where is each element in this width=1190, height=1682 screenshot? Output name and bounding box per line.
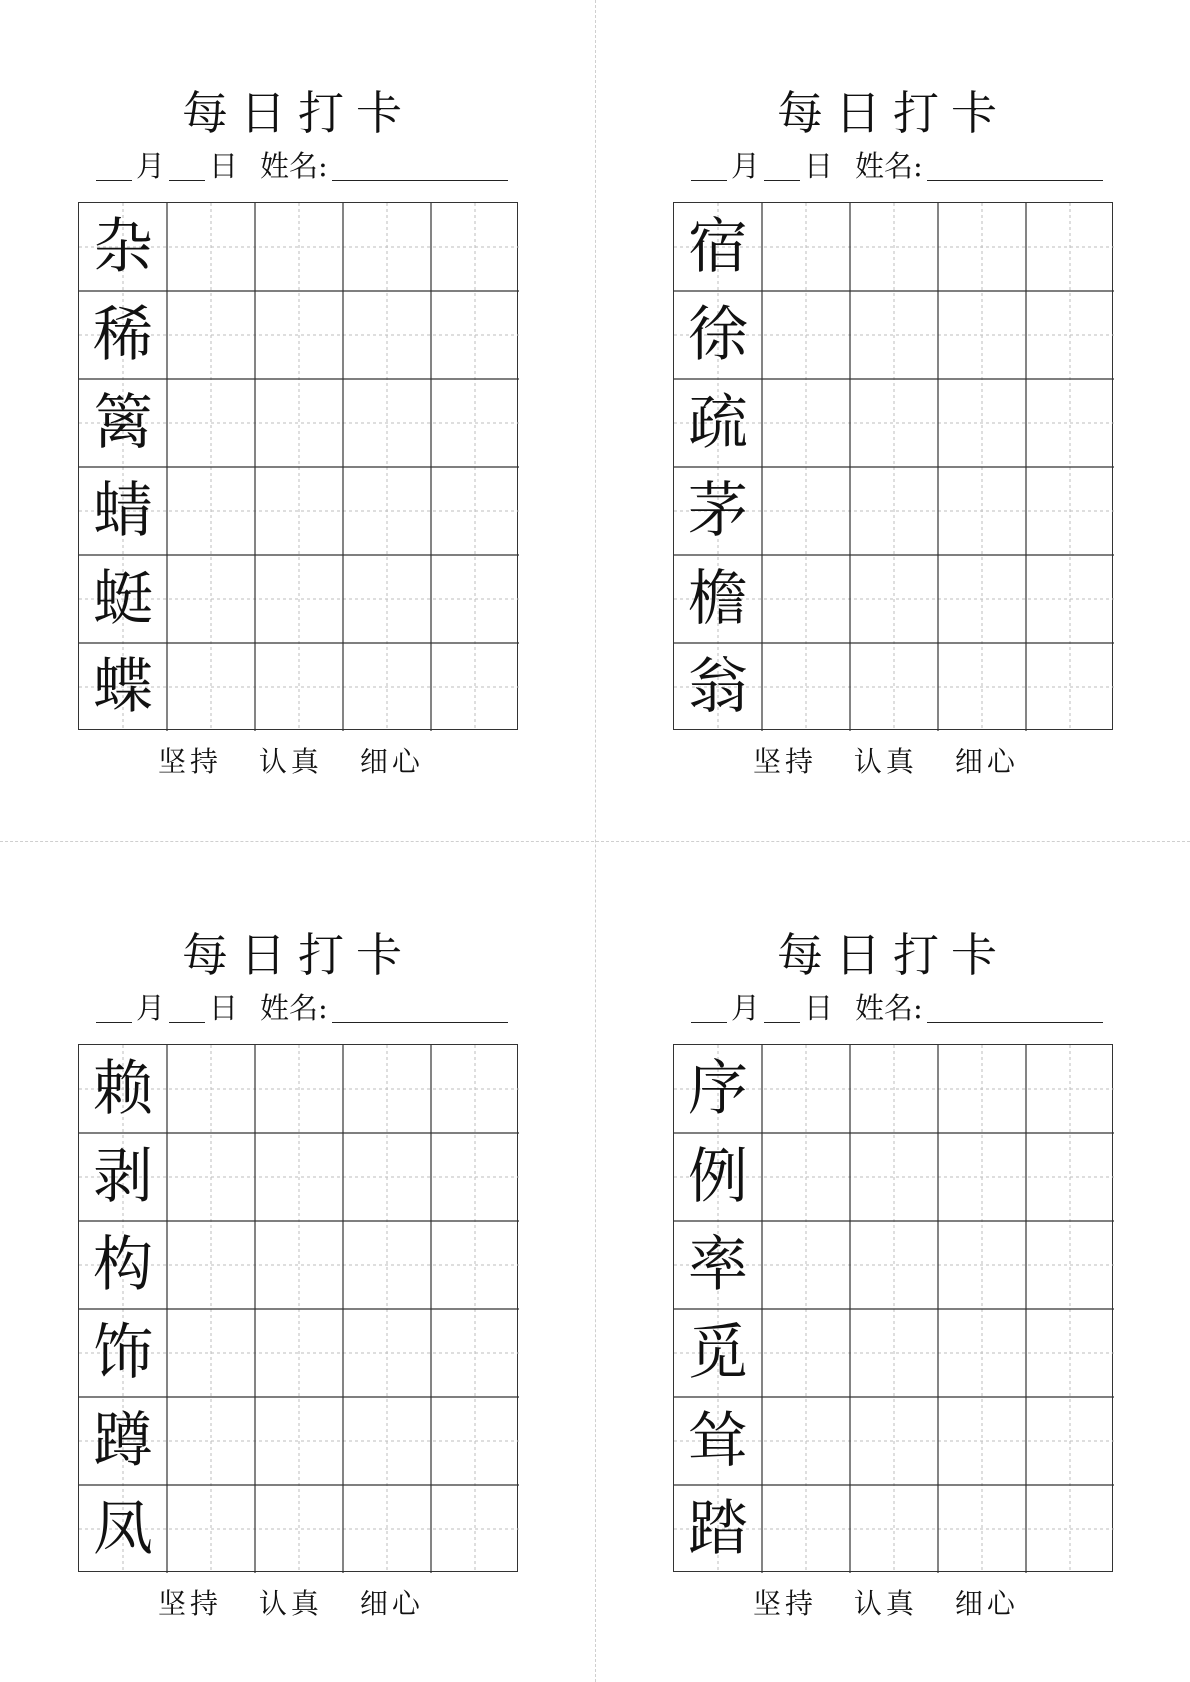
model-character: 翁 [688,652,748,722]
practice-grid [78,1044,518,1572]
motto-item: 细心 [954,745,1019,778]
name-blank[interactable] [332,152,508,181]
motto-item: 细心 [954,1587,1019,1620]
model-character: 蜓 [93,564,153,634]
model-character: 踏 [688,1494,748,1564]
name-blank[interactable] [332,994,508,1023]
motto [753,745,1113,778]
model-character: 茅 [688,476,748,546]
model-character: 疏 [688,388,748,458]
horizontal-cut-line [0,841,1190,842]
model-character: 杂 [93,212,153,282]
card-info-row [691,149,1131,183]
model-character: 构 [93,1230,153,1300]
day-blank[interactable] [169,994,205,1023]
motto-item: 坚持 [753,745,818,778]
month-label: 月 [731,149,761,183]
motto-item: 细心 [359,1587,424,1620]
day-blank[interactable] [169,152,205,181]
model-character: 宿 [688,212,748,282]
day-blank[interactable] [764,994,800,1023]
day-label: 日 [804,991,834,1025]
model-character: 率 [688,1230,748,1300]
model-character: 蝶 [93,652,153,722]
practice-card-1 [78,86,518,810]
month-blank[interactable] [96,994,132,1023]
model-character: 觅 [688,1318,748,1388]
name-label: 姓名: [855,149,923,183]
day-label: 日 [209,149,239,183]
model-character: 例 [688,1142,748,1212]
month-label: 月 [731,991,761,1025]
day-label: 日 [804,149,834,183]
model-character: 徐 [688,300,748,370]
name-blank[interactable] [927,152,1103,181]
card-title: 每日打卡 [182,928,414,982]
name-blank[interactable] [927,994,1103,1023]
name-label: 姓名: [260,991,328,1025]
card-info-row [96,149,536,183]
name-label: 姓名: [855,991,923,1025]
model-character: 篱 [93,388,153,458]
motto-item: 细心 [359,745,424,778]
model-character: 稀 [93,300,153,370]
model-character: 剥 [93,1142,153,1212]
model-character: 檐 [688,564,748,634]
month-label: 月 [136,991,166,1025]
motto [753,1587,1113,1620]
motto [158,1587,518,1620]
practice-grid [673,1044,1113,1572]
day-blank[interactable] [764,152,800,181]
motto-item: 坚持 [753,1587,818,1620]
motto [158,745,518,778]
card-title: 每日打卡 [182,86,414,140]
model-character: 赖 [93,1054,153,1124]
model-character: 耸 [688,1406,748,1476]
model-character: 凤 [93,1494,153,1564]
model-character: 饰 [93,1318,153,1388]
card-info-row [691,991,1131,1025]
month-blank[interactable] [691,994,727,1023]
motto-item: 坚持 [158,1587,223,1620]
practice-card-2 [673,86,1113,810]
motto-item: 认真 [853,745,918,778]
model-character: 蹲 [93,1406,153,1476]
motto-item: 认真 [258,1587,323,1620]
month-label: 月 [136,149,166,183]
month-blank[interactable] [691,152,727,181]
practice-card-3 [78,928,518,1652]
card-title: 每日打卡 [777,86,1009,140]
motto-item: 坚持 [158,745,223,778]
card-title: 每日打卡 [777,928,1009,982]
day-label: 日 [209,991,239,1025]
motto-item: 认真 [258,745,323,778]
motto-item: 认真 [853,1587,918,1620]
practice-card-4 [673,928,1113,1652]
name-label: 姓名: [260,149,328,183]
model-character: 序 [688,1054,748,1124]
practice-grid [673,202,1113,730]
card-info-row [96,991,536,1025]
practice-grid [78,202,518,730]
model-character: 蜻 [93,476,153,546]
month-blank[interactable] [96,152,132,181]
